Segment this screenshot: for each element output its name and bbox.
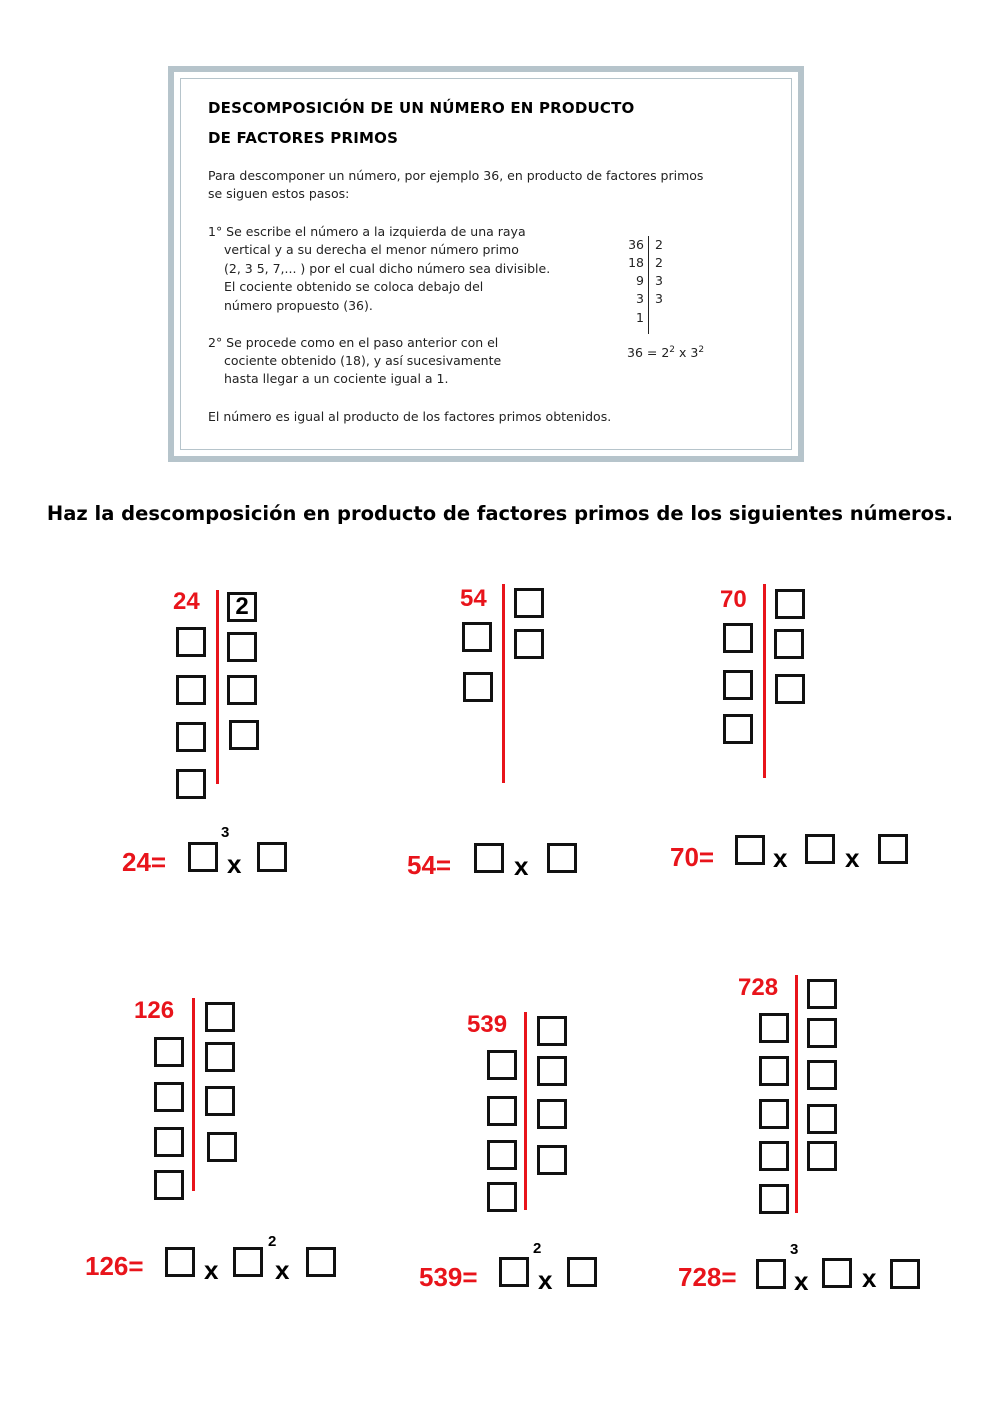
factor-answer-box[interactable] [306,1247,336,1277]
divisor-answer-box[interactable] [205,1042,235,1072]
divisor-answer-box[interactable] [807,1060,837,1090]
factor-answer-box[interactable] [257,842,287,872]
divisor-answer-box[interactable] [205,1002,235,1032]
factor-answer-box[interactable] [547,843,577,873]
step1-line: vertical y a su derecha el menor número primo [224,242,519,257]
division-line [795,975,798,1213]
quotient-answer-box[interactable] [176,769,206,799]
divisor-answer-box[interactable] [807,1141,837,1171]
divisor-answer-box[interactable] [774,629,804,659]
example-right-value: 3 [655,273,663,288]
example-left-value: 18 [628,255,644,270]
info-conclusion: El número es igual al producto de los factores primos obtenidos. [208,409,612,424]
divisor-answer-box[interactable] [514,629,544,659]
equation-label: 728= [678,1262,737,1292]
divisor-answer-box[interactable] [775,674,805,704]
factor-answer-box[interactable] [165,1247,195,1277]
quotient-answer-box[interactable] [154,1127,184,1157]
quotient-answer-box[interactable] [759,1013,789,1043]
equation-label: 24= [122,847,167,877]
times-sign: x [538,1265,553,1295]
exponent: 2 [533,1240,542,1257]
times-sign: x [773,843,788,873]
exercise-number: 24 [173,588,200,615]
exercise-number: 54 [460,585,487,612]
division-line [502,584,505,783]
times-sign: x [794,1266,809,1296]
divisor-answer-box[interactable] [514,588,544,618]
quotient-answer-box[interactable] [759,1099,789,1129]
factor-answer-box[interactable] [188,842,218,872]
times-sign: x [275,1255,290,1285]
factor-answer-box[interactable] [474,843,504,873]
quotient-answer-box[interactable] [154,1170,184,1200]
quotient-answer-box[interactable] [759,1141,789,1171]
divisor-answer-box[interactable] [537,1056,567,1086]
factor-answer-box[interactable] [499,1257,529,1287]
quotient-answer-box[interactable] [723,670,753,700]
quotient-answer-box[interactable] [154,1082,184,1112]
divisor-answer-box[interactable] [227,632,257,662]
exponent: 3 [221,824,230,841]
divisor-answer-box[interactable] [537,1099,567,1129]
example-left-value: 1 [636,310,644,325]
quotient-answer-box[interactable] [176,627,206,657]
example-right-value: 2 [655,237,663,252]
example-result-base: 36 = 2 [627,345,670,361]
exercise-number: 728 [738,974,779,1001]
divisor-answer-box[interactable] [229,720,259,750]
exponent: 3 [790,1241,799,1258]
times-sign: x [204,1255,219,1285]
factor-answer-box[interactable] [890,1259,920,1289]
divisor-answer-box[interactable]: 2 [227,592,257,622]
quotient-answer-box[interactable] [176,722,206,752]
quotient-answer-box[interactable] [462,622,492,652]
factor-answer-box[interactable] [756,1259,786,1289]
info-intro-line1: Para descomponer un número, por ejemplo 36, en producto de factores primos [208,168,704,183]
divisor-answer-box[interactable] [807,1104,837,1134]
step2-line: 2° Se procede como en el paso anterior con el [208,335,499,350]
times-sign: x [862,1263,877,1293]
example-result [627,345,704,360]
info-title-line1: DESCOMPOSICIÓN DE UN NÚMERO EN PRODUCTO [208,99,635,117]
factor-answer-box[interactable] [233,1247,263,1277]
quotient-answer-box[interactable] [463,672,493,702]
quotient-answer-box[interactable] [487,1182,517,1212]
example-left-value: 9 [636,273,644,288]
step2-line: cociente obtenido (18), y así sucesivamente [224,353,502,368]
exercise-number: 126 [134,997,175,1024]
example-result-exp: 2 [698,345,705,355]
equation-label: 539= [419,1262,478,1292]
exercise-number: 70 [720,586,747,613]
quotient-answer-box[interactable] [487,1050,517,1080]
exercise-number: 539 [467,1011,508,1038]
division-line [216,590,219,784]
times-sign: x [227,849,242,879]
factor-answer-box[interactable] [878,834,908,864]
step1-line: El cociente obtenido se coloca debajo del [224,279,484,294]
example-divider-line [648,236,649,334]
quotient-answer-box[interactable] [723,714,753,744]
step1-line: (2, 3 5, 7,... ) por el cual dicho número sea divisible. [224,261,551,276]
example-left-value: 3 [636,291,644,306]
info-title-line2: DE FACTORES PRIMOS [208,129,399,147]
times-sign: x [514,851,529,881]
quotient-answer-box[interactable] [154,1037,184,1067]
equation-label: 70= [670,842,715,872]
divisor-answer-box[interactable] [537,1145,567,1175]
divisor-answer-box[interactable] [227,675,257,705]
example-right-value: 2 [655,255,663,270]
divisor-answer-box[interactable] [207,1132,237,1162]
divisor-answer-box[interactable] [775,589,805,619]
divisor-answer-box[interactable] [807,979,837,1009]
example-left-value: 36 [628,237,644,252]
divisor-answer-box[interactable] [807,1018,837,1048]
factor-answer-box[interactable] [735,835,765,865]
step1-line: 1° Se escribe el número a la izquierda de una raya [208,224,526,239]
divisor-answer-box[interactable] [205,1086,235,1116]
division-line [524,1012,527,1210]
quotient-answer-box[interactable] [487,1140,517,1170]
equation-label: 126= [85,1251,144,1281]
factor-answer-box[interactable] [822,1258,852,1288]
division-line [192,998,195,1191]
example-result-exp: 2 [669,345,676,355]
times-sign: x [845,843,860,873]
step2-line: hasta llegar a un cociente igual a 1. [224,371,449,386]
quotient-answer-box[interactable] [176,675,206,705]
quotient-answer-box[interactable] [759,1184,789,1214]
exponent: 2 [268,1233,277,1250]
divisor-answer-box[interactable] [537,1016,567,1046]
division-line [763,584,766,778]
example-right-value: 3 [655,291,663,306]
quotient-answer-box[interactable] [759,1056,789,1086]
factor-answer-box[interactable] [805,834,835,864]
example-result-times: x 3 [675,345,699,361]
factor-answer-box[interactable] [567,1257,597,1287]
info-intro-line2: se siguen estos pasos: [208,186,350,201]
instruction-heading: Haz la descomposición en producto de factores primos de los siguientes números. [46,502,954,525]
quotient-answer-box[interactable] [487,1096,517,1126]
equation-label: 54= [407,850,452,880]
quotient-answer-box[interactable] [723,623,753,653]
step1-line: número propuesto (36). [224,298,373,313]
